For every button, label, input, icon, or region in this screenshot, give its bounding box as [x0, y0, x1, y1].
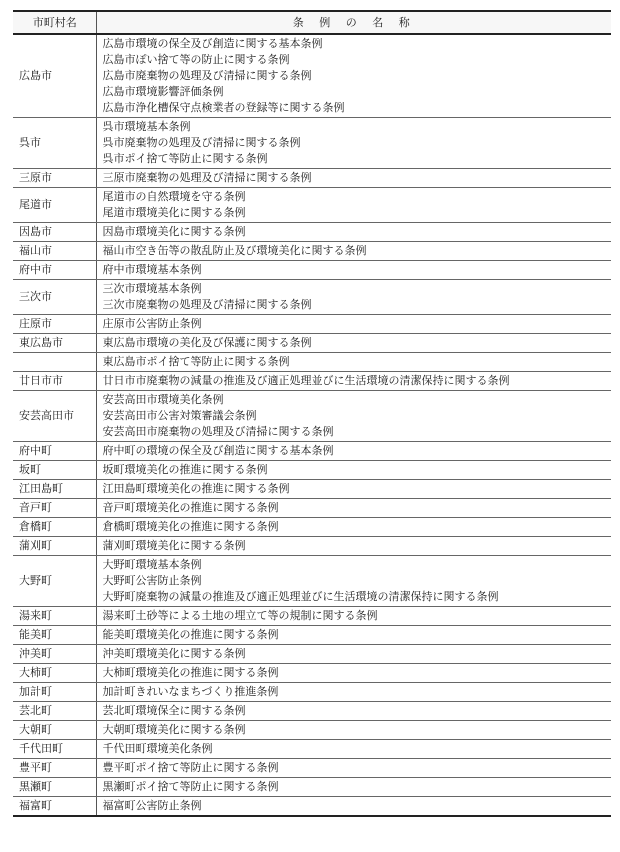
municipality-name: 能美町: [13, 626, 96, 645]
municipality-name: 尾道市: [13, 188, 96, 223]
table-row: [13, 664, 611, 683]
ordinance-cell: [96, 721, 611, 740]
ordinance-name: 大朝町環境美化に関する条例: [102, 723, 246, 736]
ordinance-name: 尾道市環境美化に関する条例: [102, 206, 246, 219]
municipality-name: 三次市: [13, 280, 96, 315]
ordinance-cell: [96, 261, 611, 280]
ordinance-cell: [96, 740, 611, 759]
ordinance-name: 広島市環境影響評価条例: [102, 85, 224, 98]
ordinance-name: 芸北町環境保全に関する条例: [102, 704, 246, 717]
table-row: [13, 242, 611, 261]
municipality-name: 芸北町: [13, 702, 96, 721]
table-row: [13, 461, 611, 480]
table-row: [13, 626, 611, 645]
municipality-name: 府中市: [13, 261, 96, 280]
ordinance-name: 東広島市環境の美化及び保護に関する条例: [102, 336, 312, 349]
table-row: [13, 778, 611, 797]
ordinance-name: 黒瀬町ポイ捨て等防止に関する条例: [102, 780, 279, 793]
ordinance-table: [13, 10, 611, 817]
ordinance-cell: [96, 759, 611, 778]
table-row: [13, 607, 611, 626]
ordinance-cell: [96, 442, 611, 461]
table-row: [13, 537, 611, 556]
ordinance-cell: [96, 242, 611, 261]
table-body: [13, 34, 611, 816]
ordinance-name: 倉橋町環境美化の推進に関する条例: [102, 520, 279, 533]
table-row: [13, 34, 611, 118]
ordinance-name: 豊平町ポイ捨て等防止に関する条例: [102, 761, 279, 774]
municipality-name: 福山市: [13, 242, 96, 261]
table-row: [13, 391, 611, 442]
municipality-name: 東広島市: [13, 334, 96, 353]
municipality-name: 三原市: [13, 169, 96, 188]
ordinance-name: 湯来町土砂等による土地の埋立て等の規制に関する条例: [102, 609, 378, 622]
ordinance-name: 沖美町環境美化に関する条例: [102, 647, 246, 660]
ordinance-name: 呉市廃棄物の処理及び清掃に関する条例: [102, 136, 301, 149]
table-row: [13, 556, 611, 607]
ordinance-name: 安芸高田市公害対策審議会条例: [102, 409, 257, 422]
ordinance-name: 広島市廃棄物の処理及び清掃に関する条例: [102, 69, 312, 82]
ordinance-cell: [96, 118, 611, 169]
municipality-name: 広島市: [13, 34, 96, 118]
header-row: [13, 11, 611, 34]
ordinance-cell: [96, 315, 611, 334]
ordinance-cell: [96, 607, 611, 626]
table-row: [13, 261, 611, 280]
ordinance-name: 府中町の環境の保全及び創造に関する基本条例: [102, 444, 334, 457]
ordinance-cell: [96, 334, 611, 353]
municipality-name: 呉市: [13, 118, 96, 169]
table-row: [13, 645, 611, 664]
municipality-name: 江田島町: [13, 480, 96, 499]
ordinance-cell: [96, 34, 611, 118]
ordinance-cell: [96, 702, 611, 721]
municipality-name: 湯来町: [13, 607, 96, 626]
ordinance-name: 江田島町環境美化の推進に関する条例: [102, 482, 290, 495]
table-row: [13, 759, 611, 778]
municipality-name: 大野町: [13, 556, 96, 607]
ordinance-cell: [96, 353, 611, 372]
ordinance-name: 廿日市市廃棄物の減量の推進及び適正処理並びに生活環境の清潔保持に関する条例: [102, 374, 510, 387]
ordinance-cell: [96, 499, 611, 518]
municipality-header: 市町村名: [13, 11, 96, 34]
table-row: [13, 315, 611, 334]
ordinance-header: 条 例 の 名 称: [96, 11, 611, 34]
ordinance-name: 福富町公害防止条例: [102, 799, 202, 812]
ordinance-name: 尾道市の自然環境を守る条例: [102, 190, 246, 203]
ordinance-name: 呉市環境基本条例: [102, 120, 191, 133]
ordinance-name: 蒲刈町環境美化に関する条例: [102, 539, 246, 552]
ordinance-cell: [96, 188, 611, 223]
table-row: [13, 518, 611, 537]
ordinance-cell: [96, 537, 611, 556]
ordinance-name: 三次市環境基本条例: [102, 282, 202, 295]
ordinance-cell: [96, 556, 611, 607]
ordinance-name: 安芸高田市環境美化条例: [102, 393, 224, 406]
municipality-name: 大朝町: [13, 721, 96, 740]
municipality-name: 福富町: [13, 797, 96, 817]
municipality-name: 豊平町: [13, 759, 96, 778]
ordinance-name: 東広島市ポイ捨て等防止に関する条例: [102, 355, 290, 368]
table-row: [13, 721, 611, 740]
table-row: [13, 683, 611, 702]
ordinance-name: 大野町廃棄物の減量の推進及び適正処理並びに生活環境の清潔保持に関する条例: [102, 590, 499, 603]
table-row: [13, 480, 611, 499]
ordinance-name: 広島市浄化槽保守点検業者の登録等に関する条例: [102, 101, 345, 114]
ordinance-name: 大野町環境基本条例: [102, 558, 202, 571]
ordinance-name: 大柿町環境美化の推進に関する条例: [102, 666, 279, 679]
municipality-name: 坂町: [13, 461, 96, 480]
ordinance-cell: [96, 223, 611, 242]
municipality-name: [13, 353, 96, 372]
municipality-name: 府中町: [13, 442, 96, 461]
municipality-name: 千代田町: [13, 740, 96, 759]
table-row: [13, 118, 611, 169]
table-row: [13, 499, 611, 518]
table-row: [13, 223, 611, 242]
ordinance-name: 広島市ぽい捨て等の防止に関する条例: [102, 53, 290, 66]
municipality-name: 加計町: [13, 683, 96, 702]
municipality-name: 庄原市: [13, 315, 96, 334]
ordinance-name: 千代田町環境美化条例: [102, 742, 213, 755]
municipality-name: 黒瀬町: [13, 778, 96, 797]
municipality-name: 廿日市市: [13, 372, 96, 391]
ordinance-name: 三原市廃棄物の処理及び清掃に関する条例: [102, 171, 312, 184]
ordinance-cell: [96, 683, 611, 702]
ordinance-cell: [96, 391, 611, 442]
ordinance-name: 能美町環境美化の推進に関する条例: [102, 628, 279, 641]
municipality-name: 倉橋町: [13, 518, 96, 537]
municipality-name: 因島市: [13, 223, 96, 242]
ordinance-name: 呉市ポイ捨て等防止に関する条例: [102, 152, 268, 165]
municipality-name: 安芸高田市: [13, 391, 96, 442]
ordinance-name: 安芸高田市廃棄物の処理及び清掃に関する条例: [102, 425, 334, 438]
municipality-name: 大柿町: [13, 664, 96, 683]
ordinance-name: 音戸町環境美化の推進に関する条例: [102, 501, 279, 514]
table-row: [13, 702, 611, 721]
ordinance-name: 庄原市公害防止条例: [102, 317, 202, 330]
ordinance-cell: [96, 480, 611, 499]
ordinance-name: 府中市環境基本条例: [102, 263, 202, 276]
table-row: [13, 797, 611, 817]
ordinance-cell: [96, 645, 611, 664]
table-row: [13, 442, 611, 461]
table-row: [13, 188, 611, 223]
ordinance-name: 福山市空き缶等の散乱防止及び環境美化に関する条例: [102, 244, 367, 257]
ordinance-cell: [96, 518, 611, 537]
ordinance-cell: [96, 169, 611, 188]
table-row: [13, 372, 611, 391]
table-row: [13, 740, 611, 759]
ordinance-name: 加計町きれいなまちづくり推進条例: [102, 685, 279, 698]
municipality-name: 蒲刈町: [13, 537, 96, 556]
table-row: [13, 353, 611, 372]
ordinance-cell: [96, 797, 611, 817]
municipality-name: 音戸町: [13, 499, 96, 518]
ordinance-cell: [96, 280, 611, 315]
ordinance-name: 広島市環境の保全及び創造に関する基本条例: [102, 37, 323, 50]
ordinance-cell: [96, 626, 611, 645]
ordinance-name: 因島市環境美化に関する条例: [102, 225, 246, 238]
table-row: [13, 280, 611, 315]
ordinance-cell: [96, 372, 611, 391]
municipality-name: 沖美町: [13, 645, 96, 664]
table-row: [13, 169, 611, 188]
ordinance-name: 坂町環境美化の推進に関する条例: [102, 463, 268, 476]
ordinance-cell: [96, 461, 611, 480]
ordinance-name: 大野町公害防止条例: [102, 574, 202, 587]
ordinance-name: 三次市廃棄物の処理及び清掃に関する条例: [102, 298, 312, 311]
ordinance-cell: [96, 664, 611, 683]
table-row: [13, 334, 611, 353]
ordinance-cell: [96, 778, 611, 797]
